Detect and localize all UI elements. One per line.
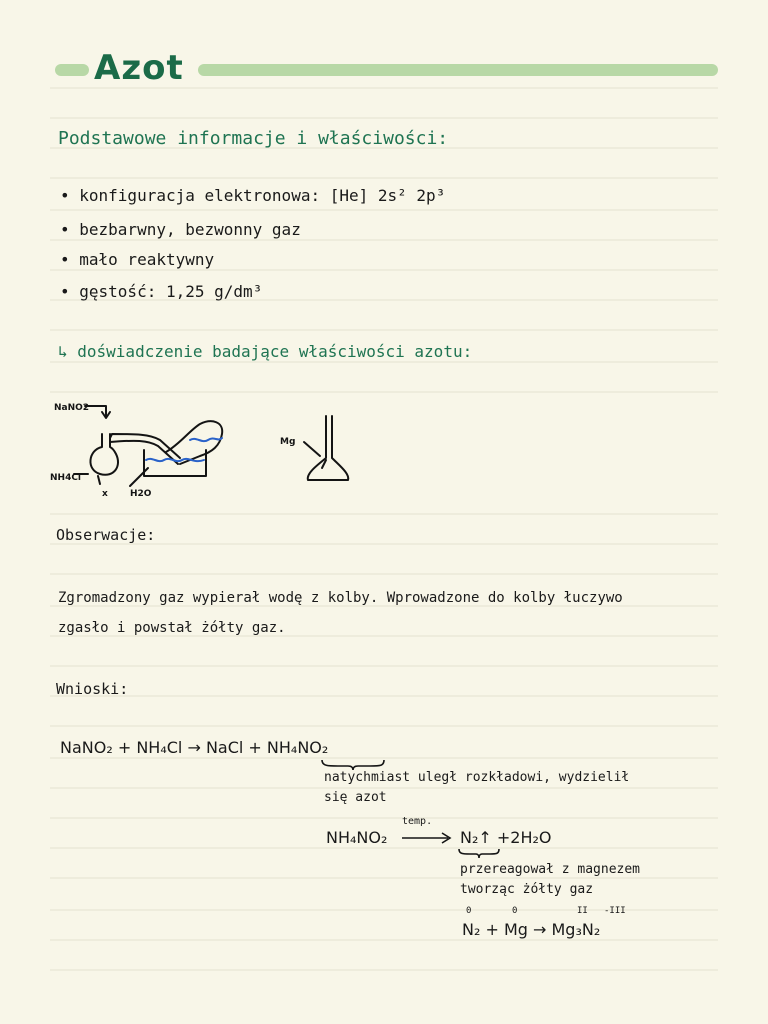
label-x: x <box>102 489 108 499</box>
title-decoration-left <box>55 64 89 76</box>
equation-2-left: NH₄NO₂ <box>326 828 388 847</box>
equation-2-condition: temp. <box>402 816 433 827</box>
experiment-diagram <box>40 392 380 504</box>
label-mg: Mg <box>280 437 296 447</box>
page-title: Azot <box>94 48 184 88</box>
label-nano2: NaNO2 <box>54 403 90 413</box>
note-2-line-2: tworząc żółty gaz <box>460 882 594 897</box>
oxidation-n-in-compound: -III <box>604 906 626 916</box>
list-item: • konfiguracja elektronowa: [He] 2s² 2p³ <box>60 186 446 205</box>
brace-2 <box>456 848 502 860</box>
label-h2o: H2O <box>130 489 152 499</box>
oxidation-n2: 0 <box>466 906 472 916</box>
label-nh4cl: NH4Cl <box>50 473 82 483</box>
equation-3: N₂ + Mg → Mg₃N₂ <box>462 920 601 939</box>
list-item: • bezbarwny, bezwonny gaz <box>60 220 301 239</box>
note-1-line-2: się azot <box>324 790 387 805</box>
note-2-line-1: przereagował z magnezem <box>460 862 641 877</box>
basic-info-heading: Podstawowe informacje i właściwości: <box>58 128 449 149</box>
note-1-line-1: natychmiast uległ rozkładowi, wydzielił <box>324 770 630 785</box>
equation-2-right: N₂↑ +2H₂O <box>460 828 552 847</box>
observations-line-1: Zgromadzony gaz wypierał wodę z kolby. Wprowadzone do kolby łuczywo <box>58 590 623 606</box>
observations-line-2: zgasło i powstał żółty gaz. <box>58 620 286 636</box>
list-item: • mało reaktywny <box>60 250 215 269</box>
list-item-text: mało reaktywny <box>79 250 215 269</box>
equation-1: NaNO₂ + NH₄Cl → NaCl + NH₄NO₂ <box>60 738 329 757</box>
list-item-text: konfiguracja elektronowa: [He] 2s² 2p³ <box>79 186 446 205</box>
reaction-arrow <box>400 832 454 844</box>
list-item-text: bezbarwny, bezwonny gaz <box>79 220 301 239</box>
list-item: • gęstość: 1,25 g/dm³ <box>60 282 263 301</box>
conclusions-heading: Wnioski: <box>56 680 129 698</box>
oxidation-mg: 0 <box>512 906 518 916</box>
observations-heading: Obserwacje: <box>56 526 156 544</box>
list-item-text: gęstość: 1,25 g/dm³ <box>79 282 263 301</box>
experiment-heading: ↳ doświadczenie badające właściwości azotu: <box>58 342 473 361</box>
oxidation-mg-in-compound: II <box>577 906 588 916</box>
title-decoration-right <box>198 64 718 76</box>
